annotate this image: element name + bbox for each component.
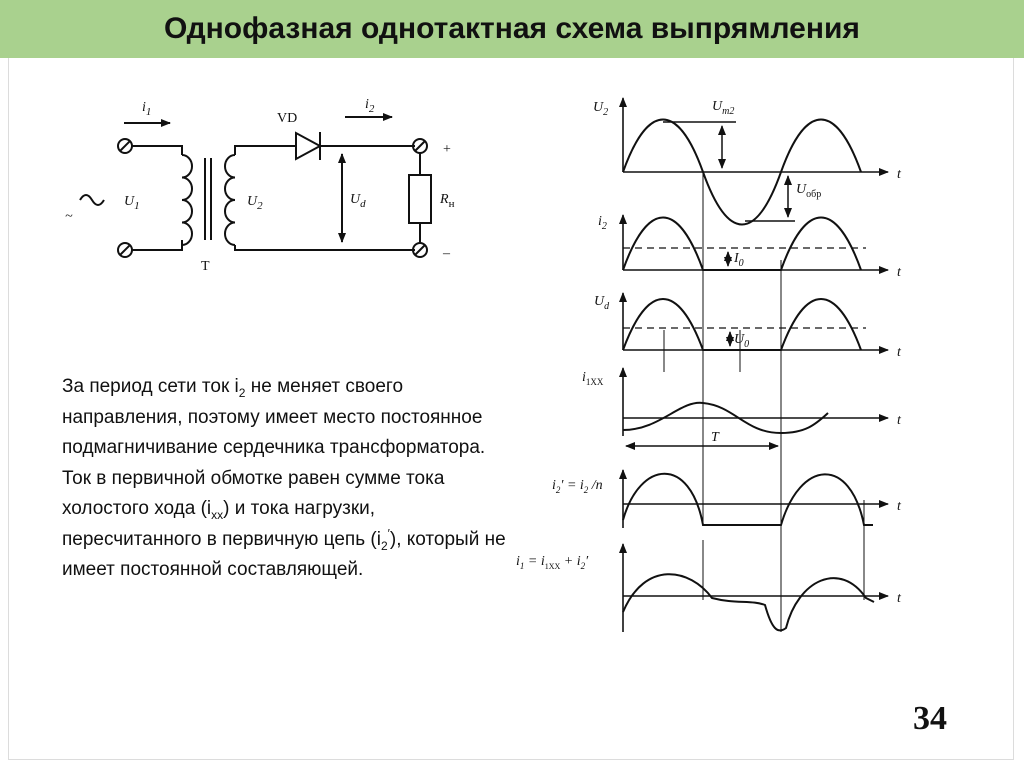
paragraph-1: За период сети ток $i_2$ не меняет своего направления, поэтому имеет место постоянное подмагничивание сердечника трансформатора. [62, 376, 486, 458]
label-u2: $U_2$ [247, 194, 263, 212]
label-tilde: ~ [65, 209, 73, 224]
label-t-3: t [897, 345, 901, 360]
label-minus: – [443, 246, 450, 261]
label-i1sum-formula: $i_1 = i_{1XX} + i_2'$ [516, 554, 589, 571]
waveform-vertical-guides [664, 172, 864, 632]
label-u1: $U_1$ [124, 194, 140, 212]
page-number: 34 [913, 700, 947, 737]
label-u0: $U_0$ [734, 332, 750, 350]
label-plus: + [443, 142, 451, 157]
label-u2-axis: $U_2$ [593, 100, 609, 118]
label-rn: $R_н$ [440, 192, 455, 210]
load-resistor [409, 175, 431, 223]
circuit-labels [65, 97, 455, 274]
label-i2prime-formula: $i_2' = i_2$ /n [552, 478, 603, 495]
label-i1xx-axis: $i_{1XX}$ [582, 370, 604, 387]
label-ud: $U_d$ [350, 192, 366, 210]
label-i1: $i_1$ [142, 100, 152, 118]
wave-i2prime [623, 474, 873, 525]
label-i2-axis: $i_2$ [598, 214, 607, 232]
wave-i1sum [623, 574, 874, 630]
label-uobr: $U_{обр}$ [796, 182, 822, 200]
slide-title: Однофазная однотактная схема выпрямления [164, 12, 860, 45]
label-um2: $U_{m2}$ [712, 99, 735, 117]
label-t-2: t [897, 265, 901, 280]
label-transformer: T [201, 259, 210, 274]
explanation-text [62, 372, 512, 586]
waveform-dimension-arrows [626, 122, 795, 446]
label-vd: VD [277, 111, 298, 126]
ac-source-icon [80, 195, 104, 205]
label-t-6: t [897, 591, 901, 606]
waveform-dashed-levels [623, 248, 866, 328]
label-period-t: T [711, 430, 719, 445]
waveform-curves [623, 120, 874, 631]
secondary-winding [225, 155, 235, 245]
label-i2: $i_2$ [365, 97, 375, 115]
paragraph-2: Ток в первичной обмотке равен сумме тока холостого хода $(i_{хх})$ и тока нагрузки, пересчитанного в первичную цепь $(i_2')$, который не имеет постоянной составляющей. [62, 467, 506, 580]
label-t-5: t [897, 499, 901, 514]
primary-winding [182, 155, 192, 245]
rectifier-circuit [80, 117, 431, 257]
diode-vd [296, 133, 320, 159]
label-t-4: t [897, 413, 901, 428]
label-t-1: t [897, 167, 901, 182]
waveform-axes [623, 98, 888, 632]
waveform-labels [516, 99, 902, 606]
label-ud-axis: $U_d$ [594, 294, 610, 312]
label-i0: $I_0$ [734, 251, 744, 269]
